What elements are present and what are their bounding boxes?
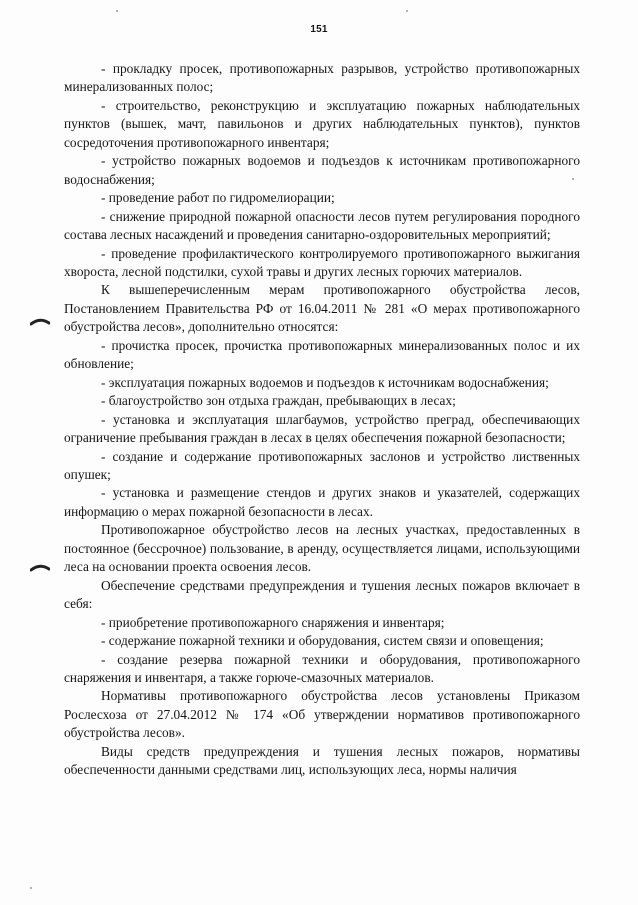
paragraph: - благоустройство зон отдыха граждан, пребывающих в лесах; [101,393,456,409]
paragraph: - проведение профилактического контролируемого противопожарного выжигания хвороста, лесной подстилки, сухой травы и других лесных горючих материалов. [64,245,580,279]
page-number: 151 [310,24,328,35]
paragraph: - прокладку просек, противопожарных разрывов, устройство противопожарных минерализованных полос; [64,61,580,95]
paragraph: - устройство пожарных водоемов и подъездов к источникам противопожарного водоснабжения; [64,153,580,187]
paragraph: - создание резерва пожарной техники и оборудования, противопожарного снаряжения и инвентаря, а также горюче-смазочных материалов. [64,651,580,685]
paragraph: - прочистка просек, прочистка противопожарных минерализованных полос и их обновление; [64,337,580,372]
paragraph: - приобретение противопожарного снаряжения и инвентаря; [101,614,445,630]
scan-speck [116,10,118,12]
paragraph: Противопожарное обустройство лесов на лесных участках, предоставленных в постоянное (бессрочное) пользование, в аренду, осуществляется лицами, использующими леса на основании проекта освоения лесов. [64,522,580,575]
paragraph: - строительство, реконструкцию и эксплуатацию пожарных наблюдательных пунктов (вышек, мачт, павильонов и других наблюдательных пунктов), пунктов сосредоточения противопожарного инвентаря; [64,97,580,150]
paragraph: - эксплуатация пожарных водоемов и подъездов к источникам водоснабжения; [101,374,549,390]
paragraph: К вышеперечисленным мерам противопожарного обустройства лесов, Постановлением Правительства РФ от 16.04.2011 № 281 «О мерах противопожарного обустройства лесов», дополнительно относятся: [64,282,580,335]
paragraph: - установка и размещение стендов и других знаков и указателей, содержащих информацию о мерах пожарной безопасности в лесах. [64,485,580,519]
paragraph: Обеспечение средствами предупреждения и тушения лесных пожаров включает в себя: [64,577,580,612]
scan-speck [406,10,408,12]
paragraph: - установка и эксплуатация шлагбаумов, устройство преград, обеспечивающих ограничение пребывания граждан в лесах в целях обеспечения пожарной безопасности; [64,411,580,446]
paragraph: - снижение природной пожарной опасности лесов путем регулирования породного состава лесных насаждений и проведения санитарно-оздоровительных мероприятий; [64,208,580,243]
binder-mark-icon [30,562,50,572]
paragraph: - содержание пожарной техники и оборудования, систем связи и оповещения; [101,633,544,649]
paragraph: Нормативы противопожарного обустройства лесов установлены Приказом Рослесхоза от 27.04.2012 № 174 «Об утверждении нормативов противопожарного обустройства лесов». [64,688,580,741]
paragraph: - проведение работ по гидромелиорации; [101,190,335,206]
scan-speck [30,887,32,889]
paragraph: - создание и содержание противопожарных заслонов и устройство лиственных опушек; [64,448,580,482]
binder-mark-icon [30,316,50,326]
paragraph: Виды средств предупреждения и тушения лесных пожаров, нормативы обеспеченности данными средствами лиц, использующих леса, нормы наличия [64,743,580,778]
page-body [64,60,580,780]
